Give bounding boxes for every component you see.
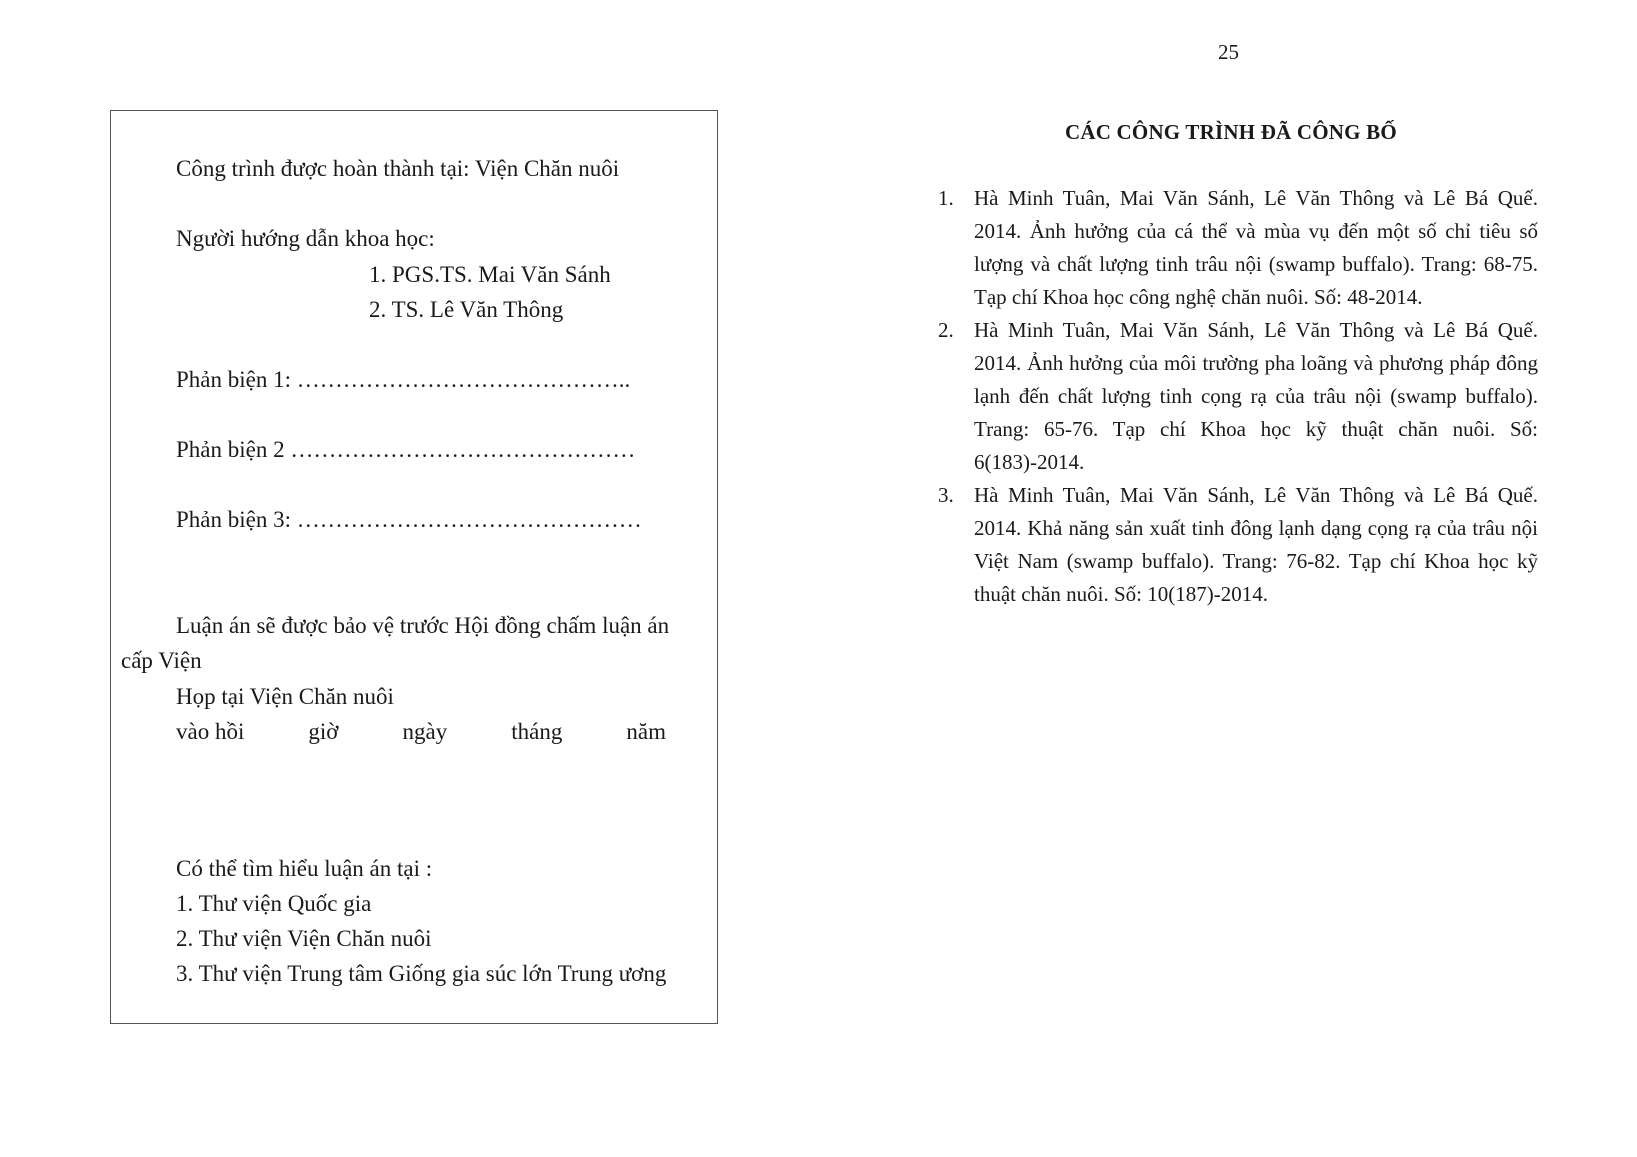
library-3: 3. Thư viện Trung tâm Giống gia súc lớn Trung ương bbox=[176, 961, 667, 986]
library-2: 2. Thư viện Viện Chăn nuôi bbox=[176, 926, 432, 951]
publication-text: Hà Minh Tuân, Mai Văn Sánh, Lê Văn Thông và Lê Bá Quế. 2014. Ảnh hưởng của cá thể và mùa vụ đến một số chỉ tiêu số lượng và chất lượng tinh trâu nội (swamp buffalo). Trang: 68-75. Tạp chí Khoa học công nghệ chăn nuôi. Số: 48-2014. bbox=[974, 186, 1538, 309]
defense-statement: Luận án sẽ được bảo vệ trước Hội đồng chấm luận án bbox=[176, 613, 670, 638]
publication-item bbox=[938, 479, 1538, 611]
page-number: 25 bbox=[1218, 40, 1239, 64]
reviewer-3: Phản biện 3: ……………………………………… bbox=[176, 507, 642, 532]
meeting-time-year: năm bbox=[626, 719, 666, 744]
publication-number: 2. bbox=[938, 318, 954, 342]
reviewer-2: Phản biện 2 ……………………………………… bbox=[176, 437, 636, 462]
advisor-heading: Người hướng dẫn khoa học: bbox=[176, 226, 435, 251]
advisor-1: 1. PGS.TS. Mai Văn Sánh bbox=[369, 262, 611, 287]
publication-number: 3. bbox=[938, 483, 954, 507]
library-1: 1. Thư viện Quốc gia bbox=[176, 891, 372, 916]
advisor-2: 2. TS. Lê Văn Thông bbox=[369, 297, 564, 322]
defense-statement-cont: cấp Viện bbox=[121, 648, 202, 673]
library-heading: Có thể tìm hiểu luận án tại : bbox=[176, 856, 433, 881]
meeting-time bbox=[176, 720, 666, 743]
publications-list bbox=[938, 182, 1538, 611]
meeting-time-hour-label: vào hồi bbox=[176, 719, 245, 744]
completed-at: Công trình được hoàn thành tại: Viện Chăn nuôi bbox=[176, 156, 620, 181]
publications-title: CÁC CÔNG TRÌNH ĐÃ CÔNG BỐ bbox=[1065, 120, 1397, 144]
publication-number: 1. bbox=[938, 186, 954, 210]
publication-item bbox=[938, 182, 1538, 314]
publication-text: Hà Minh Tuân, Mai Văn Sánh, Lê Văn Thông và Lê Bá Quế. 2014. Khả năng sản xuất tinh đông lạnh dạng cọng rạ của trâu nội Việt Nam (swamp buffalo). Trang: 76-82. Tạp chí Khoa học kỹ thuật chăn nuôi. Số: 10(187)-2014. bbox=[974, 483, 1538, 606]
reviewer-1: Phản biện 1: …………………………………….. bbox=[176, 367, 631, 392]
meeting-time-hour: giờ bbox=[308, 719, 339, 744]
meeting-place: Họp tại Viện Chăn nuôi bbox=[176, 684, 394, 709]
meeting-time-month: tháng bbox=[511, 719, 563, 744]
publication-text: Hà Minh Tuân, Mai Văn Sánh, Lê Văn Thông và Lê Bá Quế. 2014. Ảnh hưởng của môi trường pha loãng và phương pháp đông lạnh đến chất lượng tinh cọng rạ của trâu nội (swamp buffalo). Trang: 65-76. Tạp chí Khoa học kỹ thuật chăn nuôi. Số: 6(183)-2014. bbox=[974, 318, 1538, 474]
thesis-info-box bbox=[110, 110, 718, 1024]
publication-item bbox=[938, 314, 1538, 479]
meeting-time-day: ngày bbox=[402, 719, 448, 744]
